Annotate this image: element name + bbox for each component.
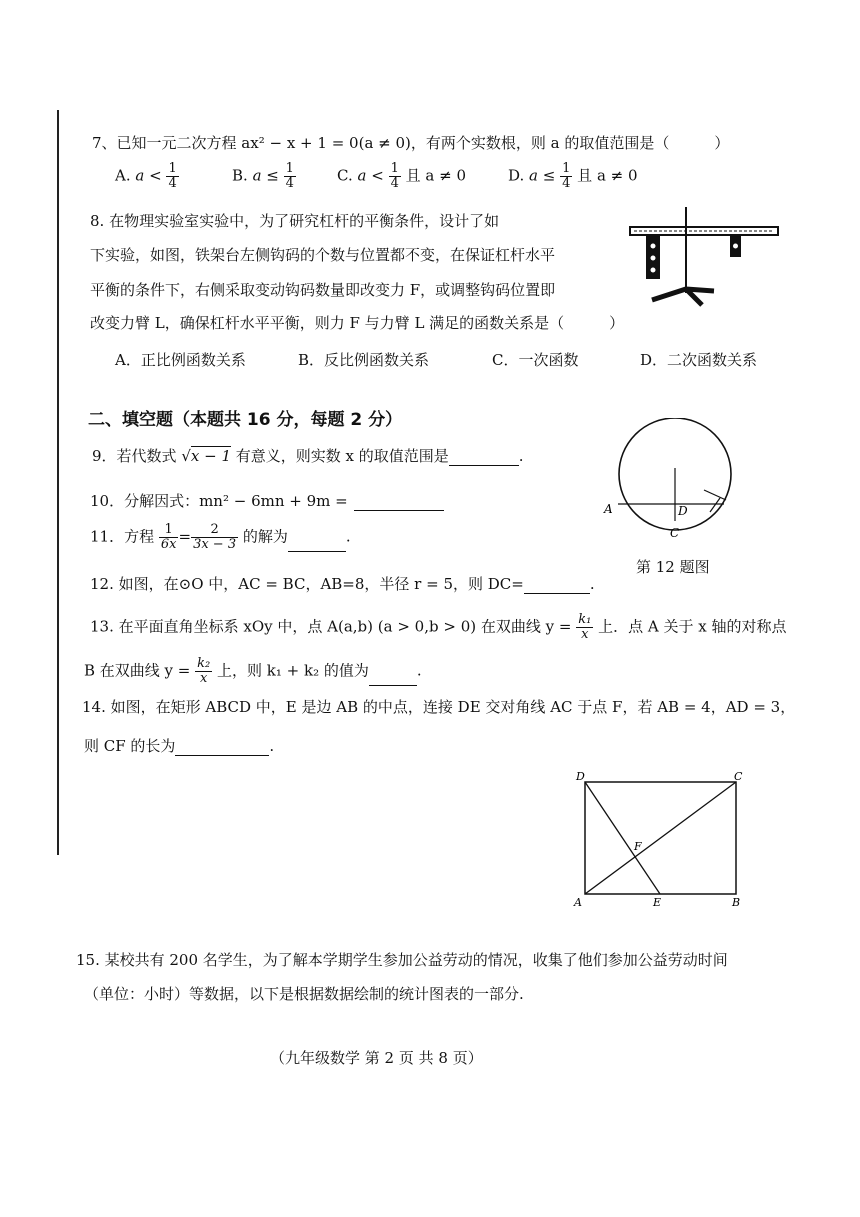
q9-answer-blank[interactable] [449, 465, 519, 466]
label-d: D [576, 770, 585, 783]
label-a: A [604, 502, 613, 516]
segment-de [585, 782, 660, 894]
q8-line-3: 平衡的条件下，右侧采取变动钩码数量即改变力 F，或调整钩码位置即 [90, 281, 556, 299]
figure-14 [570, 768, 750, 908]
q7-option-d-label: D. [508, 166, 525, 185]
q7-option-a-label: A. [115, 166, 131, 185]
q13-end: . [416, 661, 422, 680]
q13-line-2-pre: B 在双曲线 y = [84, 661, 191, 680]
q15-line-1: 15. 某校共有 200 名学生，为了解本学期学生参加公益劳动的情况，收集了他们参加公益劳动时间 [76, 951, 728, 969]
q8-option-a: A．正比例函数关系 [115, 351, 246, 369]
q7-option-b: a ≤ [252, 166, 279, 185]
q7-option-a-fraction: $\frac{1}{4}$ [168, 161, 177, 191]
left-weight-hole [651, 244, 656, 249]
q13-k1-fraction: $\frac{\text{k₁}}{x}$ [578, 612, 592, 642]
q14-line-2-text: 则 CF 的长为 [84, 737, 176, 755]
q12-text: 12. 如图，在⊙O 中，AC = BC，AB=8，半径 r = 5，则 DC= [90, 575, 524, 593]
q9-end: . [518, 447, 524, 465]
q15-line-2: （单位：小时）等数据，以下是根据数据绘制的统计图表的一部分. [84, 985, 524, 1003]
q7-option-d: a ≤ [529, 166, 556, 185]
q11 [90, 523, 351, 552]
label-c: C [670, 526, 680, 540]
q14-line-1: 14. 如图，在矩形 ABCD 中，E 是边 AB 的中点，连接 DE 交对角线 AC 于点 F，若 AB = 4，AD = 3， [82, 698, 796, 716]
q7-option-d-wrap [508, 162, 638, 191]
label-c: C [734, 770, 743, 783]
figure-12-caption: 第 12 题图 [636, 558, 710, 576]
label-d: D [678, 504, 688, 518]
q7-stem: 7、已知一元二次方程 ax² − x + 1 = 0(a ≠ 0)，有两个实数根，则 a 的取值范围是（ ） [92, 134, 730, 152]
q7-option-b-fraction: $\frac{1}{4}$ [285, 161, 294, 191]
q7-option-b-label: B. [232, 166, 248, 185]
binding-margin-line [57, 110, 59, 855]
q14-end: . [269, 737, 275, 755]
q13-line-1 [90, 613, 786, 642]
page-footer: （九年级数学 第 2 页 共 8 页） [270, 1049, 483, 1067]
q7-option-c-tail: 且 a ≠ 0 [405, 166, 466, 185]
section-2-title: 二、填空题（本题共 16 分，每题 2 分） [88, 410, 403, 430]
q10-answer-blank[interactable] [354, 510, 444, 511]
left-weight-hole [651, 256, 656, 261]
right-weight-hole [733, 244, 738, 249]
q7-options [115, 162, 179, 191]
q11-fraction-1: $\frac{1}{6x}$ [160, 522, 177, 552]
q11-post: 的解为 [242, 527, 288, 546]
q11-eq: = [178, 527, 192, 546]
q9-sqrt: √x − 1 [181, 447, 231, 465]
q8-line-1: 8. 在物理实验室实验中，为了研究杠杆的平衡条件，设计了如 [90, 212, 500, 230]
q13-k2-fraction: $\frac{\text{k₂}}{x}$ [197, 656, 211, 686]
q11-pre: 11．方程 [90, 527, 155, 546]
q14-answer-blank[interactable] [175, 755, 269, 756]
q8-line-4: 改变力臂 L，确保杠杆水平平衡，则力 F 与力臂 L 满足的函数关系是（ ） [90, 314, 625, 332]
q8-line-2: 下实验，如图，铁架台左侧钩码的个数与位置都不变，在保证杠杆水平 [90, 246, 556, 264]
q13-line-1-pre: 13. 在平面直角坐标系 xOy 中，点 A(a,b) (a > 0,b > 0) 在双曲线 y = [90, 617, 572, 636]
q7-option-a: a < [135, 166, 162, 185]
q12-end: . [589, 575, 595, 593]
q13-line-1-post: 上．点 A 关于 x 轴的对称点 [598, 617, 787, 636]
q8-option-d: D．二次函数关系 [640, 351, 758, 369]
label-f: F [634, 840, 642, 853]
q11-fraction-2: $\frac{2}{3x - 3}$ [193, 522, 237, 552]
q9-post: 有意义，则实数 x 的取值范围是 [235, 447, 449, 465]
label-e: E [653, 896, 662, 908]
figure-12 [600, 418, 750, 548]
lever-figure [622, 205, 782, 310]
q7-option-c-fraction: $\frac{1}{4}$ [390, 161, 399, 191]
diagonal-ac [585, 782, 736, 894]
q12 [90, 574, 595, 594]
label-a: A [574, 896, 582, 908]
label-b: B [732, 896, 741, 908]
q9 [92, 446, 524, 466]
q9-pre: 9．若代数式 [92, 447, 177, 465]
q11-end: . [345, 527, 351, 546]
q13-line-2-post: 上，则 k₁ + k₂ 的值为 [217, 661, 369, 680]
q14-line-2 [84, 736, 274, 756]
left-weight-hole [651, 268, 656, 273]
q8-option-c: C．一次函数 [492, 351, 579, 369]
q7-option-d-tail: 且 a ≠ 0 [577, 166, 638, 185]
q7-option-d-fraction: $\frac{1}{4}$ [562, 161, 571, 191]
q7-option-b-wrap [232, 162, 296, 191]
stand-base [652, 289, 714, 305]
q10-text: 10．分解因式：mn² − 6mn + 9m = [90, 492, 348, 510]
q12-answer-blank[interactable] [524, 593, 590, 594]
q13-line-2 [84, 657, 422, 686]
tick-mark [704, 490, 726, 500]
q7-option-c-label: C. [337, 166, 353, 185]
q9-radicand: x − 1 [190, 447, 231, 465]
q10 [90, 491, 444, 511]
q7-option-c: a < [357, 166, 384, 185]
q13-answer-blank[interactable] [369, 685, 417, 686]
q8-option-b: B．反比例函数关系 [298, 351, 430, 369]
q7-option-c-wrap [337, 162, 466, 191]
q11-answer-blank[interactable] [288, 551, 346, 552]
